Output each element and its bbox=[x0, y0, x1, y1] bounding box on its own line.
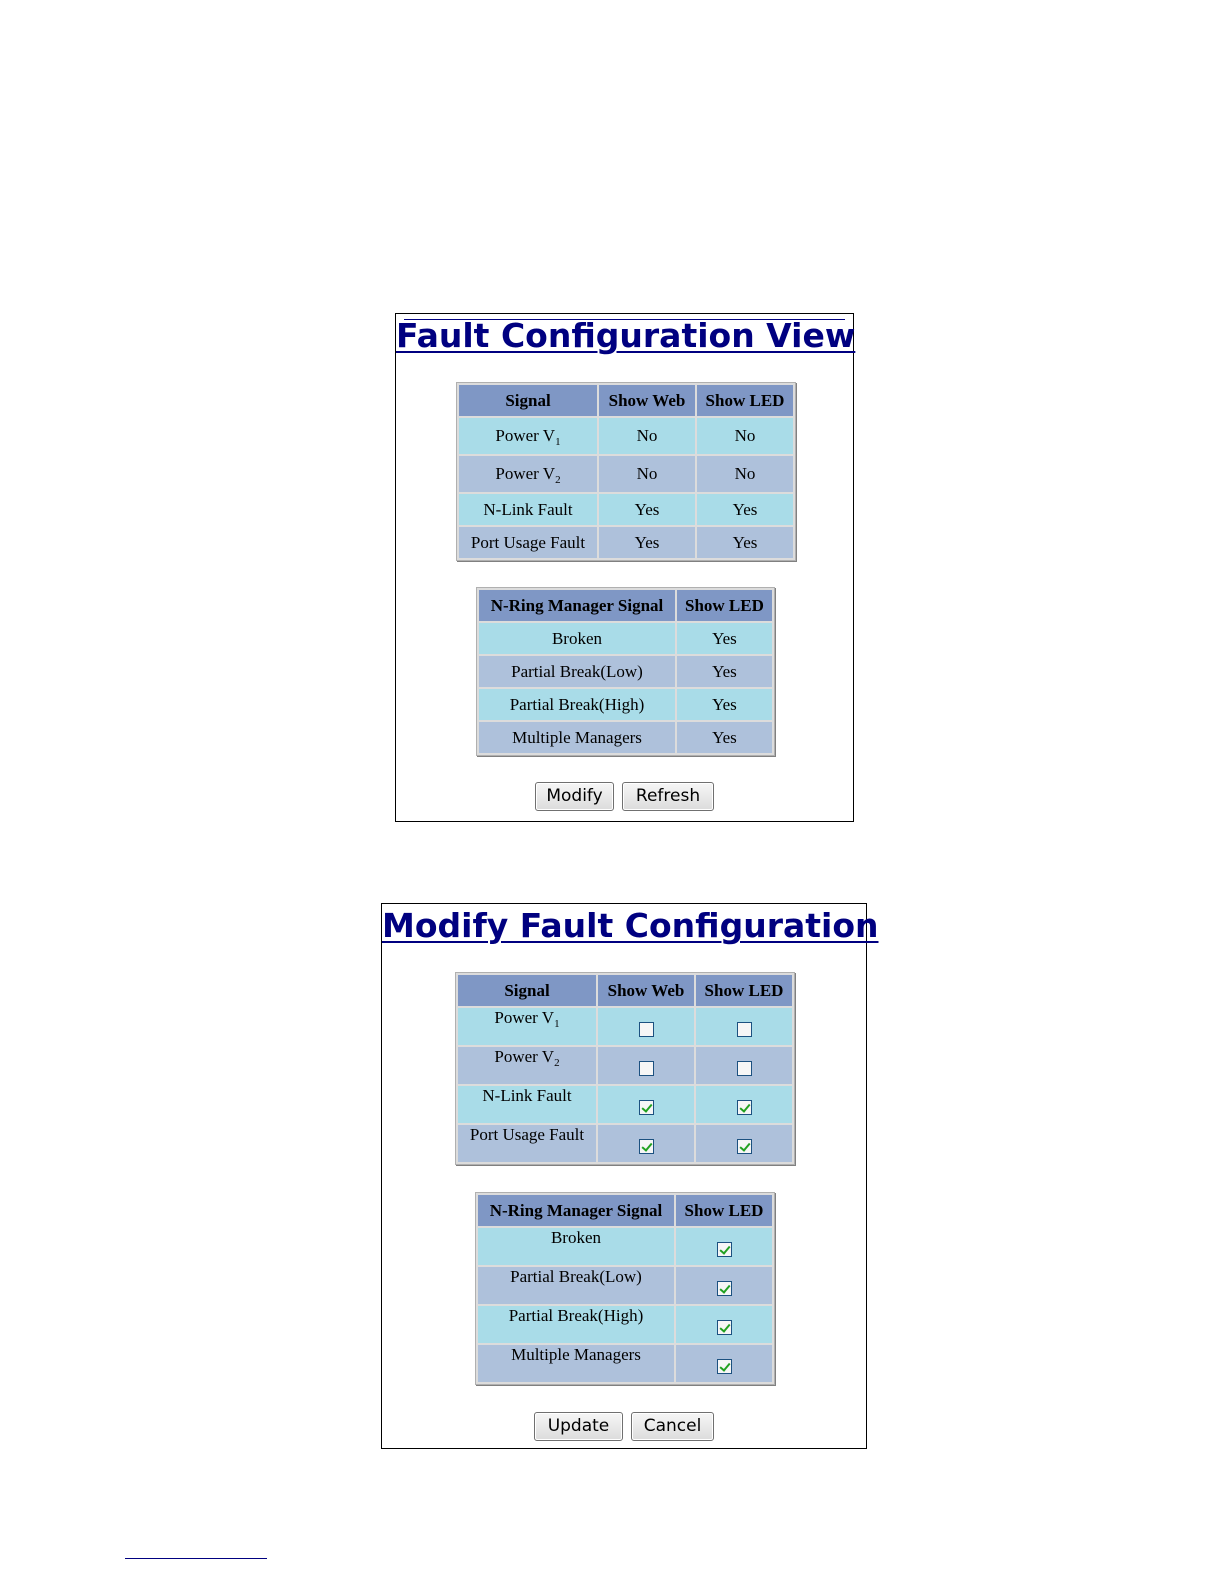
table-header-row bbox=[458, 975, 792, 1006]
show-led-checkbox[interactable] bbox=[737, 1139, 752, 1154]
table-row bbox=[479, 689, 772, 720]
table-row bbox=[478, 1228, 772, 1265]
show-led-checkbox[interactable] bbox=[717, 1281, 732, 1296]
header-show-led: Show LED bbox=[697, 385, 793, 416]
table-header-row bbox=[479, 590, 772, 621]
modify-ring-manager-table bbox=[475, 1192, 775, 1385]
signal-name: Power $V_2$ bbox=[458, 1047, 596, 1084]
show-led-value: No bbox=[697, 456, 793, 492]
show-web-checkbox[interactable] bbox=[639, 1061, 654, 1076]
signal-name: Port Usage Fault bbox=[459, 527, 597, 558]
table-row bbox=[458, 1008, 792, 1045]
footnote-divider bbox=[125, 1558, 267, 1559]
header-ring-manager-signal: N-Ring Manager Signal bbox=[478, 1195, 674, 1226]
modify-fault-configuration-panel bbox=[381, 903, 879, 1449]
show-led-checkbox[interactable] bbox=[737, 1022, 752, 1037]
header-show-led: Show LED bbox=[677, 590, 772, 621]
ring-signal-name: Multiple Managers bbox=[479, 722, 675, 753]
signal-name: N-Link Fault bbox=[458, 1086, 596, 1123]
signal-name: Port Usage Fault bbox=[458, 1125, 596, 1162]
header-signal: Signal bbox=[458, 975, 596, 1006]
show-web-checkbox[interactable] bbox=[639, 1139, 654, 1154]
table-row bbox=[459, 494, 793, 525]
show-led-value: Yes bbox=[677, 656, 772, 687]
show-led-value: Yes bbox=[677, 722, 772, 753]
fault-configuration-view-panel bbox=[395, 313, 854, 822]
show-led-value: Yes bbox=[677, 623, 772, 654]
table-row bbox=[478, 1345, 772, 1382]
ring-signal-name: Broken bbox=[478, 1228, 674, 1265]
show-web-value: No bbox=[599, 418, 695, 454]
show-web-value: Yes bbox=[599, 527, 695, 558]
signal-name: Power $V_1$ bbox=[458, 1008, 596, 1045]
modify-signal-table bbox=[455, 972, 795, 1165]
show-led-value: No bbox=[697, 418, 793, 454]
show-led-checkbox[interactable] bbox=[737, 1061, 752, 1076]
show-led-value: Yes bbox=[697, 494, 793, 525]
show-web-value: Yes bbox=[599, 494, 695, 525]
cancel-button[interactable]: Cancel bbox=[631, 1412, 714, 1441]
header-show-web: Show Web bbox=[598, 975, 694, 1006]
view-signal-table bbox=[456, 382, 796, 561]
modify-page-title: Modify Fault Configuration bbox=[382, 906, 879, 945]
show-led-value: Yes bbox=[677, 689, 772, 720]
ring-signal-name: Partial Break(Low) bbox=[479, 656, 675, 687]
ring-signal-name: Multiple Managers bbox=[478, 1345, 674, 1382]
update-button[interactable]: Update bbox=[534, 1412, 623, 1441]
signal-name: Power $V_1$ bbox=[459, 418, 597, 454]
show-led-checkbox[interactable] bbox=[737, 1100, 752, 1115]
table-row bbox=[459, 456, 793, 492]
ring-signal-name: Broken bbox=[479, 623, 675, 654]
signal-name: N-Link Fault bbox=[459, 494, 597, 525]
table-row bbox=[459, 418, 793, 454]
header-signal: Signal bbox=[459, 385, 597, 416]
table-header-row bbox=[478, 1195, 772, 1226]
refresh-button[interactable]: Refresh bbox=[622, 782, 714, 811]
show-web-value: No bbox=[599, 456, 695, 492]
show-led-checkbox[interactable] bbox=[717, 1242, 732, 1257]
show-led-checkbox[interactable] bbox=[717, 1320, 732, 1335]
table-row bbox=[478, 1306, 772, 1343]
table-row bbox=[479, 623, 772, 654]
ring-signal-name: Partial Break(Low) bbox=[478, 1267, 674, 1304]
table-row bbox=[458, 1086, 792, 1123]
table-header-row bbox=[459, 385, 793, 416]
table-row bbox=[479, 722, 772, 753]
table-row bbox=[458, 1125, 792, 1162]
table-row bbox=[458, 1047, 792, 1084]
header-show-web: Show Web bbox=[599, 385, 695, 416]
table-row bbox=[479, 656, 772, 687]
show-led-value: Yes bbox=[697, 527, 793, 558]
signal-name: Power $V_2$ bbox=[459, 456, 597, 492]
show-web-checkbox[interactable] bbox=[639, 1022, 654, 1037]
ring-signal-name: Partial Break(High) bbox=[478, 1306, 674, 1343]
modify-button[interactable]: Modify bbox=[535, 782, 614, 811]
table-row bbox=[478, 1267, 772, 1304]
header-ring-manager-signal: N-Ring Manager Signal bbox=[479, 590, 675, 621]
ring-signal-name: Partial Break(High) bbox=[479, 689, 675, 720]
show-web-checkbox[interactable] bbox=[639, 1100, 654, 1115]
table-row bbox=[459, 527, 793, 558]
header-show-led: Show LED bbox=[696, 975, 792, 1006]
view-page-title: Fault Configuration View bbox=[396, 316, 856, 355]
show-led-checkbox[interactable] bbox=[717, 1359, 732, 1374]
view-ring-manager-table bbox=[476, 587, 775, 756]
header-show-led: Show LED bbox=[676, 1195, 772, 1226]
